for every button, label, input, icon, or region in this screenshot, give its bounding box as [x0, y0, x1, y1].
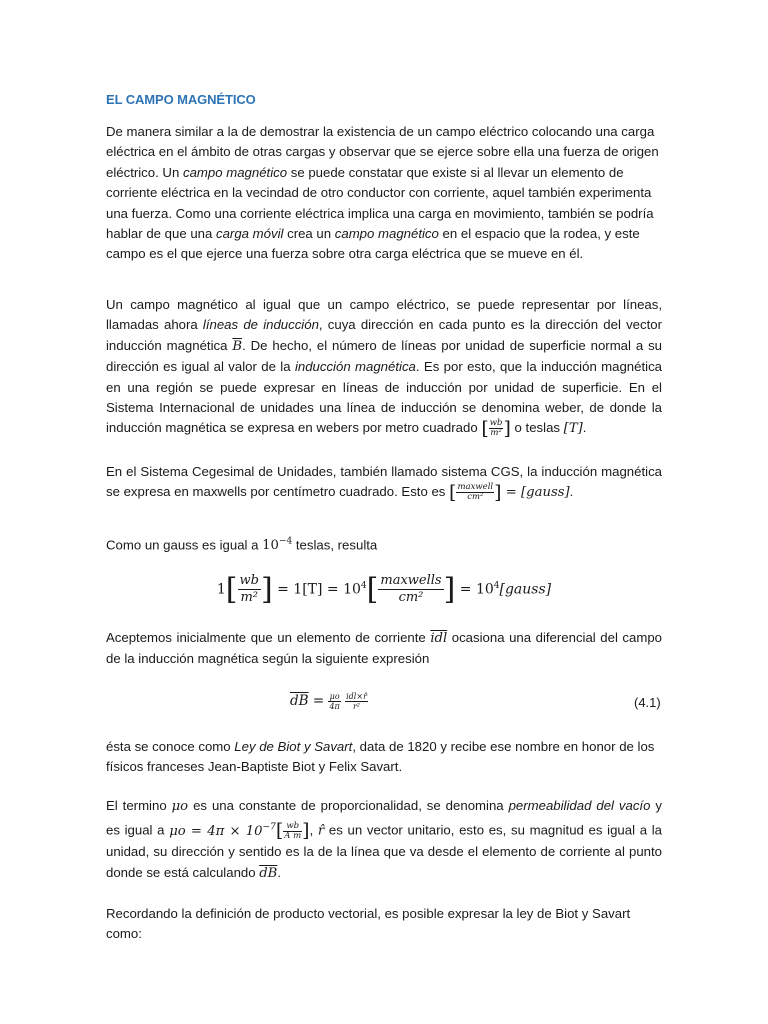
bracket-open: [	[449, 481, 457, 504]
italic-term: carga móvil	[216, 226, 284, 242]
math-db: $\overline{dB}$	[259, 865, 278, 881]
paragraph-permeability	[106, 796, 662, 884]
math-vector-b: $\overline{B}$	[232, 338, 243, 354]
italic-term: líneas de inducción	[202, 317, 319, 333]
math-tesla: [T]	[563, 421, 583, 437]
text: ésta se conoce como	[106, 739, 235, 754]
text: .	[569, 484, 574, 500]
fraction-maxwell-cm2: $\frac{\text{maxwell}}{\text{cm²}}$	[457, 482, 494, 503]
paragraph-induction-lines	[106, 295, 662, 440]
text: es un vector unitario, esto es, su magnitud es igual a la unidad, su dirección y sentido es la de la línea que va desde el elemento de corriente al punto donde se está calculando	[106, 822, 663, 880]
paragraph-vector-product	[106, 904, 662, 945]
fraction-wb-am: $\frac{wb}{\text{A m}}$	[284, 820, 302, 841]
paragraph-intro	[106, 122, 662, 265]
text: teslas, resulta	[292, 537, 378, 553]
text: Como un gauss es igual a	[106, 537, 263, 553]
italic-term: permeabilidad del vacío	[508, 798, 651, 813]
italic-term: inducción magnética	[294, 359, 416, 375]
paragraph-cgs	[106, 462, 662, 504]
text: ocasiona una diferencial del campo de la inducción magnética según la siguiente expresión	[106, 630, 662, 667]
text: . De hecho, el número de líneas por unidad de superficie normal a su dirección es igual al valor de la	[106, 337, 662, 375]
math-mu-value: $\mu o = 4\pi \times 10^{-7}$	[169, 822, 276, 839]
text: ,	[309, 822, 318, 838]
math-power: $10^{-4}$	[262, 537, 293, 554]
bracket-close: ]	[494, 481, 502, 504]
fraction-wb-m2: $\frac{wb}{\text{m²}}$	[489, 418, 503, 439]
bracket-close: ]	[503, 417, 511, 440]
bracket-close: ]	[302, 820, 310, 843]
text: Aceptemos inicialmente que un elemento de corriente	[106, 630, 431, 645]
text: .	[582, 420, 587, 436]
equation-biot-savart: $\overline{dB}$ = $\frac{\mu o}{4\pi}$ $\frac{\text{idl×r̂}}{\text{r²}}$	[290, 692, 367, 711]
text: . Es por esto, que la inducción magnética en una región se puede expresar en líneas de inducción por unidad de superficie. En el Sistema Internacional de unidades una línea de inducción se denomina weber, de donde la inducción magnética se expresa en webers por metro cuadrado	[106, 359, 662, 436]
italic-term: Ley de Biot y Savart	[234, 739, 353, 754]
bracket-open: [	[275, 820, 284, 843]
paragraph-current-element	[106, 628, 662, 670]
text: , cuya dirección en cada punto es la dirección del vector inducción magnética	[106, 317, 663, 353]
text: Recordando la definición de producto vectorial, es posible expresar la ley de Biot y Savart como:	[106, 906, 631, 942]
math-mu-o: μo	[171, 799, 189, 814]
text: o teslas	[510, 420, 564, 436]
equation-unit-conversion: 1[ $\frac{wb}{\text{m²}}$ ] = $1[T] = 10^4$[ $\frac{\text{maxwells}}{\text{cm²}}$ ] = $10^4[gauss]$	[216, 572, 552, 607]
text: en el espacio que la rodea, y este campo es el que ejerce una fuerza sobre otra carga eléctrica que se mueve en él.	[106, 226, 640, 262]
text: Un campo magnético al igual que un campo eléctrico, se puede representar por líneas, llamadas ahora	[106, 297, 662, 333]
paragraph-gauss-tesla	[106, 532, 662, 557]
italic-term: campo magnético	[334, 226, 439, 242]
text: De manera similar a la de demostrar la existencia de un campo eléctrico colocando una carga eléctrica en el ámbito de otras cargas y observar que se ejerce sobre ella una fuerza de origen eléctrico. Un	[106, 124, 659, 180]
paragraph-biot-savart-law	[106, 737, 662, 778]
fraction-mu-4pi: $\frac{\mu o}{4\pi}$	[329, 692, 340, 711]
fraction-idl-r2: $\frac{\text{idl×r̂}}{\text{r²}}$	[346, 692, 367, 711]
text: y es igual a	[106, 798, 662, 838]
page-title: EL CAMPO MAGNÉTICO	[106, 92, 256, 107]
bracket-open: [	[481, 417, 489, 440]
text: se puede constatar que existe si al llevar un elemento de corriente eléctrica en la vecindad de otro conductor con corriente, aquel también experimenta una fuerza. Como una corriente eléctrica implica una carga en movimiento, también se podría hablar de que una	[106, 164, 654, 242]
text: crea un	[283, 226, 335, 242]
fraction-maxwells-cm2: $\frac{\text{maxwells}}{\text{cm²}}$	[380, 573, 442, 605]
math-r-hat: r̂	[317, 823, 325, 839]
fraction-wb-m2: $\frac{wb}{\text{m²}}$	[239, 573, 259, 605]
math-gauss: = [gauss]	[501, 485, 570, 501]
math-idl: $\overline{idl}$	[430, 631, 448, 646]
italic-term: campo magnético	[182, 164, 288, 180]
text: .	[277, 864, 282, 880]
text: El termino	[106, 798, 172, 813]
equation-number: (4.1)	[634, 695, 661, 710]
text: , data de 1820 y recibe ese nombre en honor de los físicos franceses Jean-Baptiste Biot y Felix Savart.	[106, 739, 655, 775]
text: En el Sistema Cegesimal de Unidades, también llamado sistema CGS, la inducción magnética se expresa en maxwells por centímetro cuadrado. Esto es	[106, 464, 662, 500]
text: es una constante de proporcionalidad, se denomina	[188, 798, 509, 813]
